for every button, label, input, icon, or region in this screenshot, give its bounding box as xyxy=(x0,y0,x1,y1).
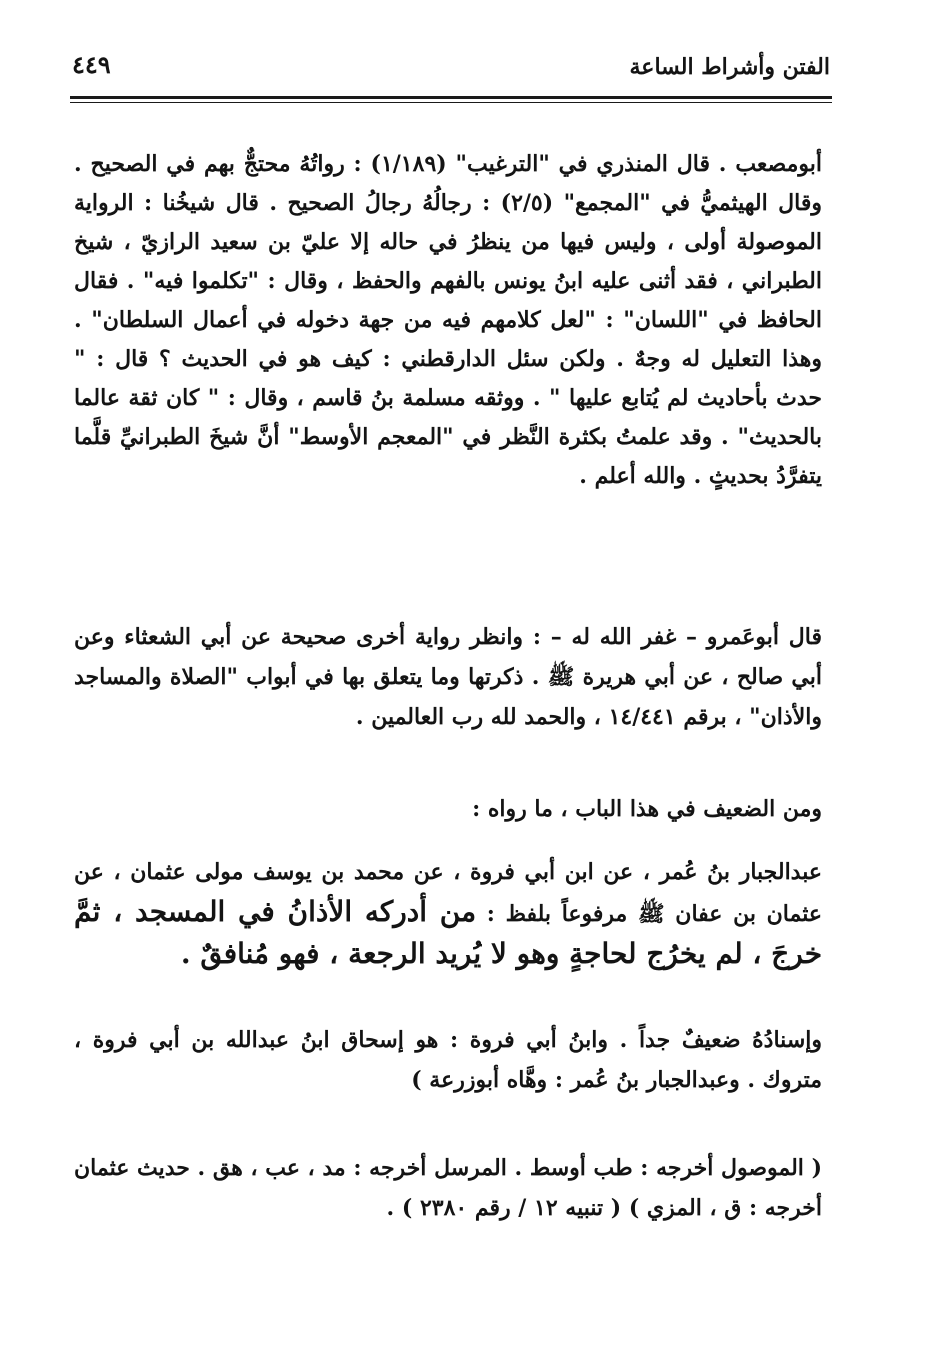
paragraph-text: ومن الضعيف في هذا الباب ، ما رواه : xyxy=(472,796,822,822)
page-number: ٤٤٩ xyxy=(72,50,111,79)
paragraph-text: قال أبوعَمرو – غفر الله له – : وانظر رواية أخرى صحيحة عن أبي الشعثاء وعن أبي صالح ، عن أبي هريرة ﷺ . ذكرتها وما يتعلق بها في أبواب "الصلاة والمساجد والأذان" ، برقم ١٤/٤٤١ ، والحمد لله رب العالمين . xyxy=(74,624,822,730)
header-rule-thick xyxy=(70,96,832,99)
paragraph-hadith xyxy=(74,852,822,976)
paragraph-commentary xyxy=(74,145,822,496)
hadith-text xyxy=(74,852,822,976)
paragraph-takhrij xyxy=(74,1148,822,1228)
paragraph-text: أبومصعب . قال المنذري في "الترغيب" (١/١٨٩) : رواتُهُ محتجٌّ بهم في الصحيح . وقال الهيثميُّ في "المجمع" (٢/٥) : رجالُهُ رجالُ الصحيح . قال شيخُنا : الرواية الموصولة أولى ، وليس فيها من ينظرُ في حاله إلا عليّ بن سعيد الرازيّ ، شيخ الطبراني ، فقد أثنى عليه ابنُ يونس بالفهم والحفظ ، وقال : "تكلموا فيه" . فقال الحافظ في "اللسان" : "لعل كلامهم فيه من جهة دخوله في أعمال السلطان" . وهذا التعليل له وجهٌ . ولكن سئل الدارقطني : كيف هو في الحديث ؟ قال : " حدث بأحاديث لم يُتابع عليها " . ووثقه مسلمة بنُ قاسم ، وقال : " كان ثقة عالما بالحديث" . وقد علمتُ بكثرة النَّظر في "المعجم الأوسط" أنَّ شيخَ الطبرانيِّ قلَّما يتفرَّدُ بحديثٍ . والله أعلم . xyxy=(74,151,822,489)
paragraph-author-note xyxy=(74,617,822,737)
running-title: الفتن وأشراط الساعة xyxy=(629,54,830,80)
paragraph-weak-intro xyxy=(74,790,822,828)
paragraph-isnad-grading xyxy=(74,1020,822,1100)
paragraph-text: وإسنادُهُ ضعيفٌ جداً . وابنُ أبي فروة : هو إسحاق ابنُ عبدالله بن أبي فروة ، متروك . وعبدالجبار بنُ عُمر : وهَّاه أبوزرعة ) xyxy=(74,1027,822,1093)
hadith-chain: عبدالجبار بنُ عُمر ، عن ابن أبي فروة ، عن محمد بن يوسف مولى عثمان ، عن عثمان بن عفان ﷺ مرفوعاً بلفظ : xyxy=(74,859,822,927)
hadith-matn: من أدركه الأذانُ في المسجد ، ثمَّ خرجَ ، لم يخرُج لحاجةٍ وهو لا يُريد الرجعة ، فهو مُنافقٌ . xyxy=(74,895,822,970)
page-header xyxy=(70,48,832,94)
paragraph-text: ( الموصول أخرجه : طب أوسط . المرسل أخرجه : مد ، عب ، هق . حديث عثمان أخرجه : ق ، المزي ) ( تنبيه ١٢ / رقم ٢٣٨٠ ) . xyxy=(74,1155,822,1221)
header-rule-thin xyxy=(70,102,832,103)
